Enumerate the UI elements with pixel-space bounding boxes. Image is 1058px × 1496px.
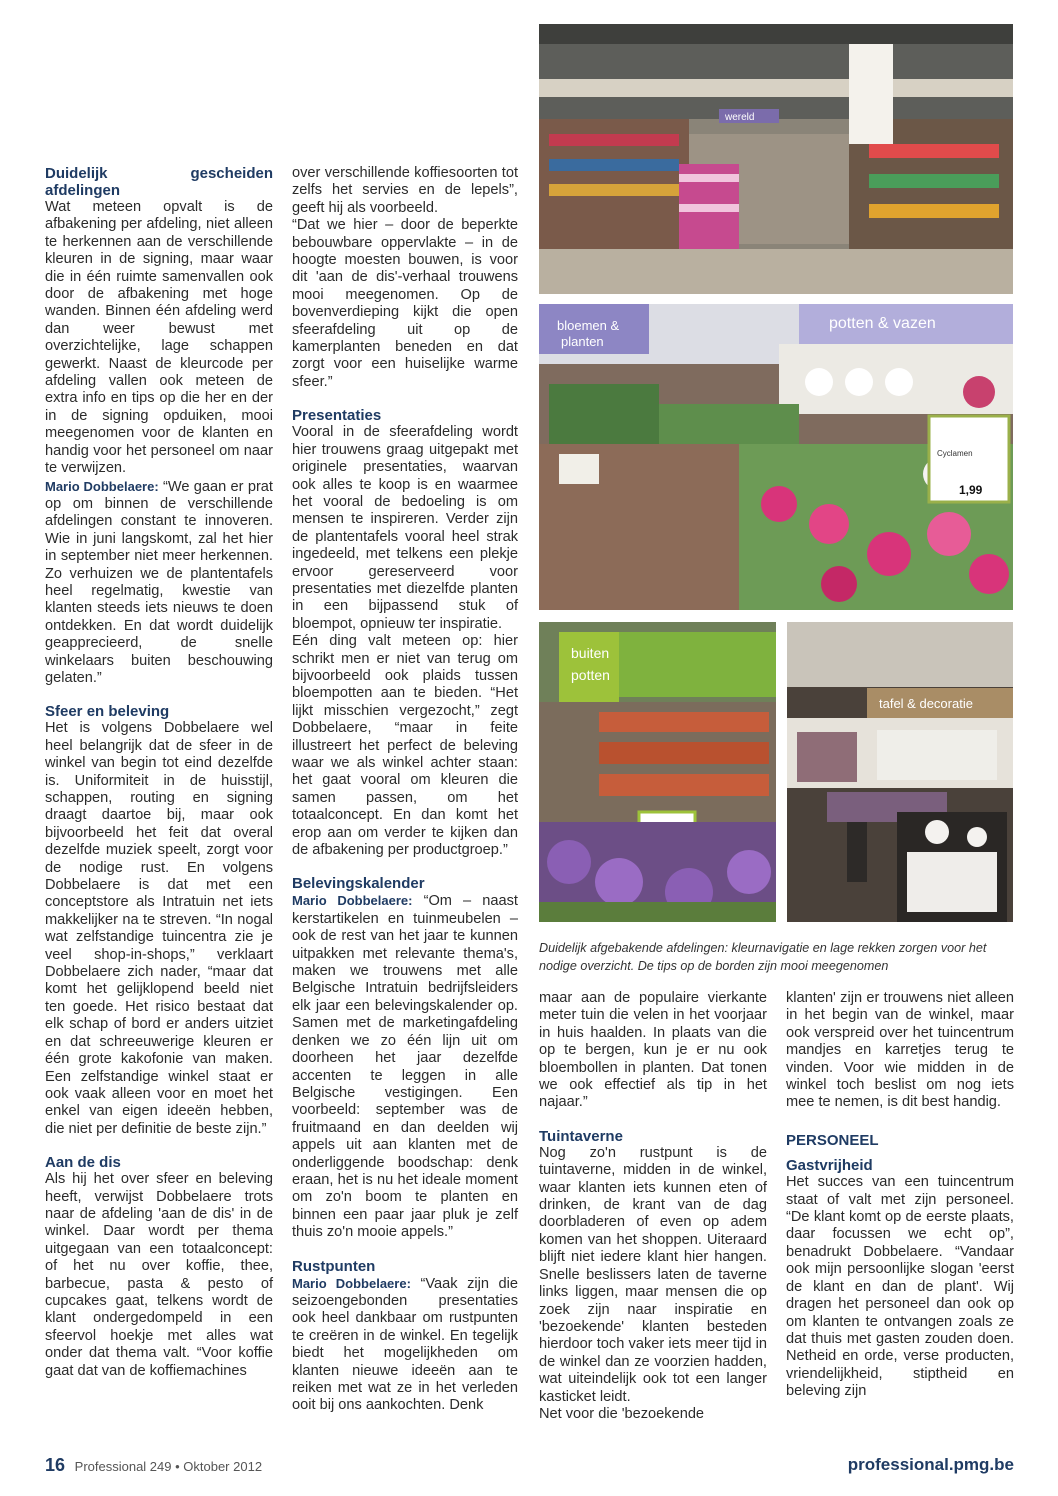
quote-text: “We gaan er prat op om binnen de verschillende afdelingen constant te innoveren. Wie in juni langskomt, zal het hier in september niet meer herkennen. Zo verhuizen we de plantentafels heel regelmatig, kwestie van klanten steeds iets nieuws te doen ontdekken. En dat wordt duidelijk geapprecieerd, de snelle winkelaars buiten beschouwing gelaten.” [45, 478, 273, 686]
photo-store-aisle [539, 24, 1013, 294]
section-heading: Sfeer en beleving [45, 703, 170, 721]
paragraph: Als hij het over sfeer en beleving heeft, verwijst Dobbelaere trots naar de afdeling 'aan de dis' in de winkel. Daar wordt per thema uitgegaan van een totaalconcept: of het nu over koffie, thee, barbecue, pasta & pesto of cupcakes gaat, telkens wordt de klant ondergedompeld in een sfeervol hoekje met alles wat onder dat thema valt. “Voor koffie gaat dat van de koffiemachines [45, 1171, 273, 1379]
footer-url-link[interactable]: professional.pmg.be [847, 1455, 1014, 1474]
paragraph: Het is volgens Dobbelaere wel heel belangrijk dat de sfeer in de winkel van begin tot eind dezelfde is. Uniformiteit in de huisstijl, schappen, routing en signing draagt daartoe bij, maar ook bijvoorbeeld het feit dat overal dezelfde muziek speelt, zorgt voor de nodige rust. En volgens Dobbelaere is dat met een conceptstore als Intratuin net iets makkelijker na te streven. “In nogal wat zelfstandige tuincentra zie je veel shop-in-shops,” verklaart Dobbelaere zich nader, “maar dat komt het gelijklopend beeld niet ten goede. Het risico bestaat dat elk schap of bord er anders uitziet en dat schreeuwerige kleuren er één grote kakofonie van maken. Een zelfstandige winkel staat er ook vaak alleen voor en moet het enkel van eigen ideeën hebben, die niet per definitie de beste zijn.” [45, 720, 273, 1137]
paragraph [292, 892, 518, 1241]
sign-planten: planten [561, 334, 604, 349]
section-kop: PERSONEEL [786, 1131, 879, 1149]
price-card-price: 1,99 [959, 483, 983, 497]
paragraph: Wat meteen opvalt is de afbakening per afdeling, niet alleen te herkennen aan de verschillende kleuren in de signing, maar waar die in één ruimte samenvallen ook door de afbakening met hoge wanden. Binnen één afdeling werd dan weer bewust met overzichtelijke, lage schappen gewerkt. Naast de kleurcode per afdeling vallen ook meteen de extra info en tips op die her en der in de signing opduiken, mooi meegenomen voor de klanten en handig voor het personeel om naar te verwijzen. [45, 199, 273, 477]
speaker-label: Mario Dobbelaere: [292, 893, 413, 909]
article-column-4 [786, 990, 1014, 1401]
section-heading: Aan de dis [45, 1154, 121, 1172]
section-heading: Presentaties [292, 407, 382, 425]
article-column-1 [45, 165, 273, 1380]
article-column-3 [539, 990, 767, 1423]
photo-caption: Duidelijk afgebakende afdelingen: kleurnavigatie en lage rekken zorgen voor het nodige overzicht. De tips op de borden zijn mooi meegenomen [539, 941, 987, 973]
quote-text: “Om – naast kerstartikelen en tuinmeubelen – ook de rest van het jaar te kunnen uitpakken met relevante thema's, maken we trouwens met alle Belgische Intratuin bedrijfsleiders elk jaar een belevingskalender op. Samen met de marketingafdeling denken we zo één lijn uit om doorheen het jaar dezelfde accenten te leggen in alle Belgische vestigingen. Een voorbeeld: september was de fruitmaand en dan deelden wij appels uit aan klanten met de onderliggende boodschap: denk eraan, het is nu het ideale moment om zo'n boom te planten en binnen een paar jaar pluk je zelf thuis zo'n mooie appels.” [292, 893, 518, 1241]
paragraph: Eén ding valt meteen op: hier schrikt men er niet van terug om bijvoorbeeld ook plaids tussen bloempotten aan te bieden. “Het lijkt misschien vergezocht,” zegt Dobbelaere, “maar in feite illustreert het perfect de beleving waar we als winkel achter staan: het gaat vooral om kleuren die samen passen, om het totaalconcept. En dan komt het erop aan om verder te kijken dan de afbakening per productgroep.” [292, 633, 518, 859]
sign-tafel-decoratie: tafel & decoratie [879, 696, 973, 711]
aisle-sign-text: wereld [725, 112, 755, 123]
section-heading: Belevingskalender [292, 875, 425, 893]
paragraph: klanten' zijn er trouwens niet alleen in het begin van de winkel, maar ook verspreid over het tuincentrum mandjes en karretjes terug te vinden. Voor wie midden in de winkel toch beslist om nog iets mee te nemen, is dit best handig. [786, 990, 1014, 1111]
paragraph: Het succes van een tuincentrum staat of valt met zijn personeel. “De klant komt op de eerste plaats, daar focussen we echt op”, benadrukt Dobbelaere. “Vandaar ook mijn persoonlijke slogan 'eerst de klant en dan de plant'. Wij dragen het personeel dan ook op om klanten te ontvangen zoals ze dat thuis met gasten zouden doen. Netheid en orde, verse producten, vriendelijkheid, stiptheid en beleving zijn [786, 1174, 1014, 1400]
paragraph [292, 1275, 518, 1415]
footer-issue-info [45, 1455, 262, 1476]
section-heading: Gastvrijheid [786, 1157, 873, 1175]
photo-outdoor-pots [539, 622, 776, 922]
quote-text: “Vaak zijn die seizoengebonden presentaties ook heel dankbaar om rustpunten te creëren in de winkel. En tegelijk biedt het mogelijkheden om klanten nieuwe ideeën aan te reiken met wat ze in het verleden ooit bij ons aankochten. Denk [292, 1275, 518, 1414]
paragraph: Vooral in de sfeerafdeling wordt hier trouwens graag uitgepakt met originele presentaties, waarvan ook alles te koop is en waarmee het vooral de bedoeling is om mensen te inspireren. Verder zijn de plantentafels vooral heel strak ingedeeld, met telkens een plekje ervoor gereserveerd voor presentaties met diezelfde planten in een bijpassend stuk of bloempot, opnieuw ter inspiratie. [292, 424, 518, 632]
article-column-2 [292, 165, 518, 1415]
sign-bloemen: bloemen & [557, 318, 620, 333]
section-heading: Duidelijk gescheiden afdelingen [45, 165, 273, 199]
photo-table-decoration [787, 622, 1013, 922]
sign-potten-vazen: potten & vazen [829, 315, 936, 332]
paragraph: maar aan de populaire vierkante meter tuin die velen in het voorjaar in huis haalden. In plaats van die op te bergen, kun je er nu ook bloembollen in planten. Dat tonen we ook effectief als tip in het najaar.” [539, 990, 767, 1111]
paragraph: over verschillende koffiesoorten tot zelfs het servies en de lepels”, geeft hij als voorbeeld. [292, 165, 518, 216]
page-number: 16 [45, 1455, 66, 1475]
photo-flower-tables [539, 304, 1013, 610]
paragraph: Net voor die 'bezoekende [539, 1405, 705, 1422]
price-card-label: Cyclamen [937, 449, 973, 458]
section-heading: Tuintaverne [539, 1127, 623, 1145]
sign-potten: potten [571, 667, 610, 683]
sign-buiten: buiten [571, 645, 610, 661]
paragraph: “Dat we hier – door de beperkte bebouwbare oppervlakte – in de hoogte moesten bouwen, is voor dit 'aan de dis'-verhaal trouwens mooi meegenomen. Op de bovenverdieping kijkt die open sfeerafdeling uit op de kamerplanten beneden en dat zorgt voor een huiselijke warme sfeer.” [292, 217, 518, 390]
issue-label: Professional 249 • Oktober 2012 [74, 1459, 263, 1474]
paragraph: Nog zo'n rustpunt is de tuintaverne, midden in de winkel, waar klanten iets kunnen eten of drinken, de krant van de dag doorbladeren of even op adem komen van het shoppen. Uiteraard blijft niet iedere klant hier hangen. Snelle beslissers laten de taverne links liggen, maar mensen die op zoek zijn naar inspiratie en 'bezoekende' klanten besteden hierdoor toch vaker iets meer tijd in de winkel dan ze voorzien hadden, wat uiteindelijk ook tot een langer kasticket leidt. [539, 1144, 767, 1405]
paragraph [45, 478, 273, 688]
speaker-label: Mario Dobbelaere: [45, 478, 159, 494]
speaker-label: Mario Dobbelaere: [292, 1275, 411, 1291]
section-heading: Rustpunten [292, 1257, 376, 1275]
